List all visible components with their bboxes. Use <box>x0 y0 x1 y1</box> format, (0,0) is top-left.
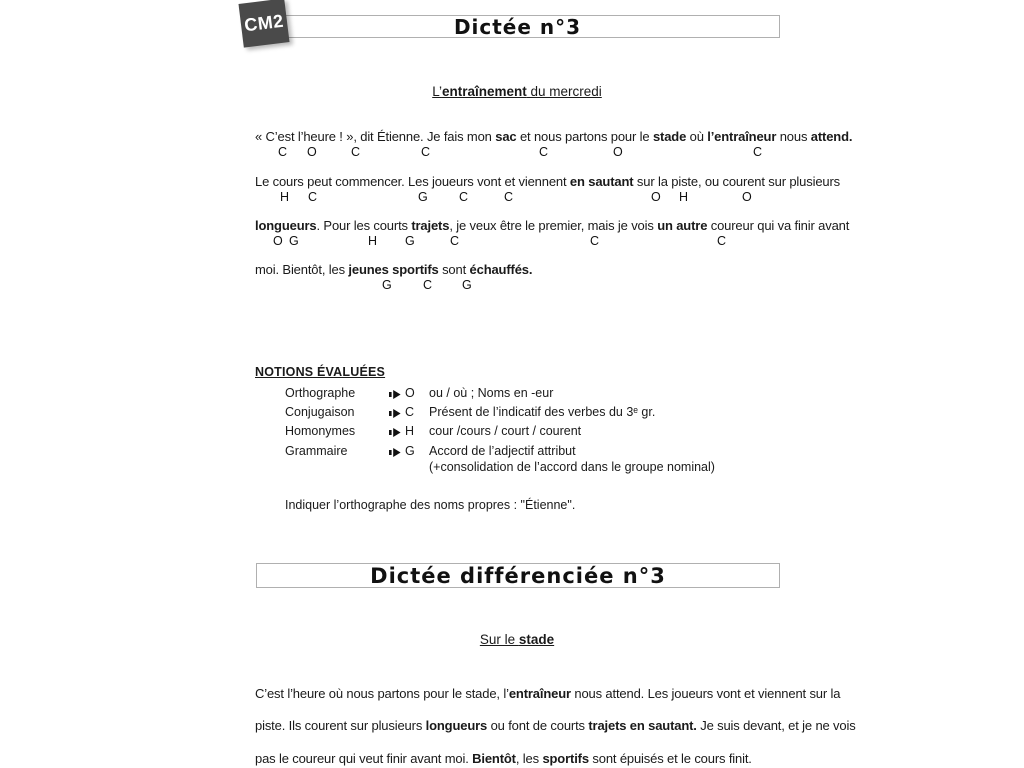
text-segment: . Pour les courts <box>316 218 412 233</box>
dictee-subtitle-text <box>432 84 602 99</box>
diff-subtitle-text <box>480 632 554 647</box>
text-segment: sur la piste, ou courent sur plusieurs <box>633 174 841 189</box>
notions-header: NOTIONS ÉVALUÉES <box>255 365 386 379</box>
annotation-letter: O <box>742 190 752 204</box>
notion-code: H <box>405 424 415 438</box>
notion-desc <box>429 444 779 475</box>
text-segment: Je suis devant, et je ne vois <box>696 718 856 733</box>
dictation-line-2-annotations <box>255 189 779 205</box>
notion-desc-line1: Accord de l’adjectif attribut <box>429 444 576 458</box>
text-segment: stade <box>518 632 555 647</box>
diff-subtitle <box>255 632 779 647</box>
notion-label: Homonymes <box>285 424 356 438</box>
text-segment: où <box>686 129 708 144</box>
dictee-subtitle <box>255 84 779 99</box>
annotation-letter: G <box>462 278 472 292</box>
dictation-line-1-annotations <box>255 144 779 160</box>
text-segment: entraîneur <box>508 686 571 701</box>
text-segment: pas le coureur qui veut finir avant moi. <box>255 751 473 766</box>
diff-line-1 <box>255 686 841 701</box>
text-segment: et nous partons pour le <box>516 129 653 144</box>
dictee-title: Dictée n°3 <box>453 14 582 39</box>
text-segment: L’ <box>432 84 442 99</box>
annotation-letter: G <box>289 234 299 248</box>
text-segment: piste. Ils courent sur plusieurs <box>255 718 426 733</box>
notion-row-orthographe <box>255 386 779 402</box>
notion-desc: cour /cours / court / courent <box>429 424 582 438</box>
text-segment: sac <box>495 129 517 144</box>
text-segment: sportifs <box>542 751 589 766</box>
text-segment: attend. <box>810 129 853 144</box>
text-segment: , les <box>515 751 543 766</box>
dictee-diff-title: Dictée différenciée n°3 <box>370 563 666 588</box>
text-segment: jeunes sportifs <box>348 262 439 277</box>
notion-code: G <box>405 444 415 458</box>
text-segment: échauffés. <box>469 262 533 277</box>
annotation-letter: C <box>308 190 318 204</box>
notion-desc-line2: (+consolidation de l’accord dans le groupe nominal) <box>429 459 715 474</box>
text-segment: C’est l’heure où nous partons pour le stade, l’ <box>255 686 509 701</box>
annotation-letter: G <box>405 234 415 248</box>
text-segment: moi. Bientôt, les <box>255 262 349 277</box>
notion-label: Conjugaison <box>285 405 355 419</box>
annotation-letter: H <box>679 190 689 204</box>
annotation-letter: G <box>418 190 428 204</box>
notion-desc: ou / où ; Noms en -eur <box>429 386 554 400</box>
notion-row-homonymes <box>255 424 779 440</box>
grade-badge <box>238 0 289 48</box>
notion-row-grammaire <box>255 444 779 474</box>
dictation-line-3-text <box>255 218 850 233</box>
annotation-letter: C <box>753 145 763 159</box>
diff-line-3 <box>255 751 779 766</box>
annotation-letter: C <box>504 190 514 204</box>
text-segment: , je veux être le premier, mais je vois <box>449 218 658 233</box>
annotation-letter: O <box>651 190 661 204</box>
text-segment: longueurs <box>425 718 488 733</box>
text-segment: ou font de courts <box>487 718 589 733</box>
arrow-icon <box>389 446 401 460</box>
dictee-title-box <box>255 15 780 38</box>
dictation-line-4-annotations <box>255 277 779 293</box>
dictation-line-3-annotations <box>255 233 779 249</box>
text-segment: Sur le <box>479 632 519 647</box>
arrow-icon <box>389 407 401 421</box>
text-segment: trajets <box>411 218 450 233</box>
text-segment: nous attend. Les joueurs vont et viennent sur la <box>570 686 841 701</box>
dictation-line-4-text <box>255 262 779 277</box>
annotation-letter: H <box>280 190 290 204</box>
notions-section <box>255 365 779 515</box>
annotation-letter: G <box>382 278 392 292</box>
arrow-icon <box>389 388 401 402</box>
text-segment: longueurs <box>255 218 317 233</box>
text-segment: du mercredi <box>526 84 602 99</box>
text-segment: Bientôt <box>472 751 516 766</box>
notion-code: O <box>405 386 415 400</box>
annotation-letter: C <box>717 234 727 248</box>
annotation-letter: O <box>273 234 283 248</box>
dictation-line-2-text <box>255 174 841 189</box>
annotation-letter: O <box>307 145 317 159</box>
annotation-letter: C <box>421 145 431 159</box>
notion-label: Grammaire <box>285 444 348 458</box>
text-segment: nous <box>776 129 811 144</box>
annotation-letter: C <box>539 145 549 159</box>
dictation-line-1-text <box>255 129 853 144</box>
dictation-line-3 <box>255 218 850 249</box>
dictation-line-1 <box>255 129 853 160</box>
text-segment: « C’est l’heure ! », dit Étienne. Je fais mon <box>255 129 496 144</box>
text-segment: sont <box>438 262 470 277</box>
text-segment: en sautant <box>569 174 634 189</box>
annotation-letter: C <box>423 278 433 292</box>
annotation-letter: C <box>459 190 469 204</box>
notion-desc: Présent de l’indicatif des verbes du 3ᵉ gr. <box>429 405 656 419</box>
arrow-icon <box>389 426 401 440</box>
text-segment: trajets en sautant. <box>588 718 697 733</box>
grade-badge-label: CM2 <box>243 10 285 35</box>
annotation-letter: H <box>368 234 378 248</box>
annotation-letter: C <box>450 234 460 248</box>
notion-code: C <box>405 405 415 419</box>
annotation-letter: C <box>590 234 600 248</box>
annotation-letter: C <box>351 145 361 159</box>
dictee-diff-title-box <box>256 563 780 588</box>
text-segment: coureur qui va finir avant <box>707 218 850 233</box>
notion-label: Orthographe <box>285 386 356 400</box>
text-segment: sont épuisés et le cours finit. <box>588 751 752 766</box>
notion-row-conjugaison <box>255 405 779 421</box>
annotation-letter: C <box>278 145 288 159</box>
proper-nouns-note: Indiquer l’orthographe des noms propres : "Étienne". <box>285 498 576 512</box>
annotation-letter: O <box>613 145 623 159</box>
text-segment: Le cours peut commencer. Les joueurs vont et viennent <box>255 174 570 189</box>
text-segment: stade <box>652 129 687 144</box>
text-segment: l’entraîneur <box>707 129 777 144</box>
text-segment: un autre <box>657 218 708 233</box>
text-segment: entraînement <box>441 84 527 99</box>
dictation-line-2 <box>255 174 841 205</box>
diff-line-2 <box>255 718 856 733</box>
dictation-line-4 <box>255 262 779 293</box>
